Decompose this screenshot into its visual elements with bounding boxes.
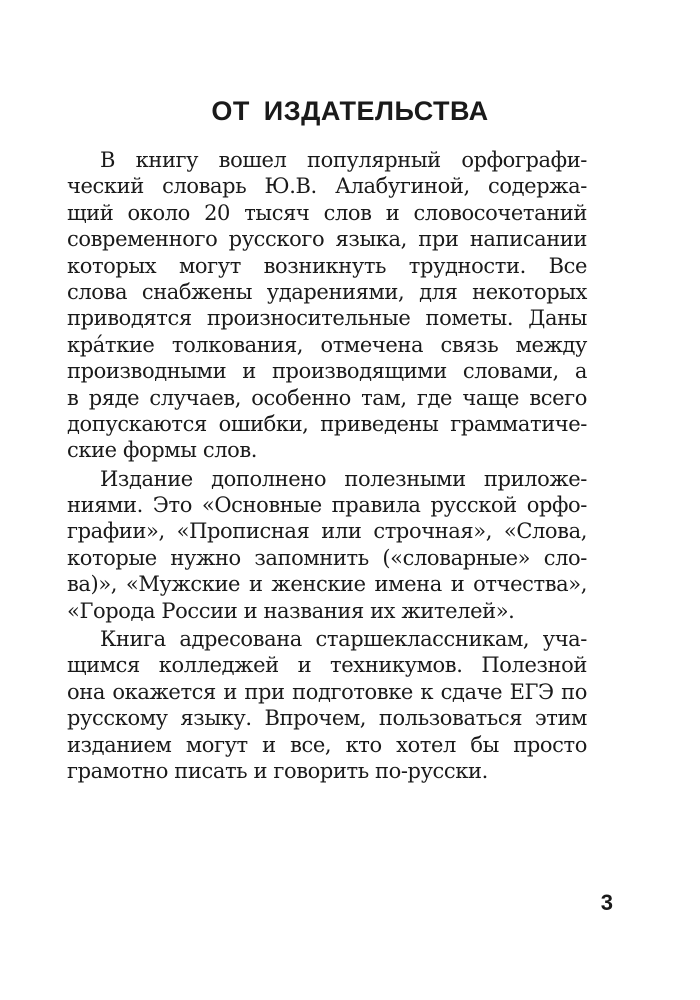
text-line: ские формы слов. xyxy=(67,438,258,463)
text-line: в ряде случаев, особенно там, где чаще всего xyxy=(67,385,587,410)
text-line: которые нужно запомнить («словарные» сло- xyxy=(67,545,587,570)
text-line: современного русского языка, при написании xyxy=(67,227,587,252)
paragraph-3 xyxy=(67,626,587,784)
paragraph-2 xyxy=(67,466,587,624)
text-line: ва)», «Мужские и женские имена и отчества», xyxy=(67,572,587,597)
text-line: кра́ткие толкования, отмечена связь между xyxy=(67,332,587,357)
text-line: Книга адресована старшеклассникам, уча- xyxy=(100,627,587,652)
text-line: она окажется и при подготовке к сдаче ЕГЭ по xyxy=(67,679,587,704)
text-line: которых могут возникнуть трудности. Все xyxy=(67,253,587,278)
body-text xyxy=(67,147,587,786)
text-line: Издание дополнено полезными приложе- xyxy=(100,466,587,491)
text-line: производными и производящими словами, а xyxy=(67,359,587,384)
text-line: щимся колледжей и техникумов. Полезной xyxy=(67,653,587,678)
text-line: изданием могут и все, кто хотел бы просто xyxy=(67,732,587,757)
text-line: грамотно писать и говорить по-русски. xyxy=(67,758,488,783)
text-line: графии», «Прописная или строчная», «Слова, xyxy=(67,519,587,544)
text-line: В книгу вошел популярный орфографи- xyxy=(100,148,587,172)
text-line: слова снабжены ударениями, для некоторых xyxy=(67,279,587,304)
text-line: ческий словарь Ю.В. Алабугиной, содержа- xyxy=(67,174,587,199)
text-line: русскому языку. Впрочем, пользоваться этим xyxy=(67,706,587,731)
page-title: ОТ ИЗДАТЕЛЬСТВА xyxy=(211,96,489,126)
text-line: ниями. Это «Основные правила русской орфо- xyxy=(67,493,587,518)
text-line: «Города России и названия их жителей». xyxy=(67,598,515,623)
paragraph-1 xyxy=(67,147,587,464)
text-line: допускаются ошибки, приведены грамматиче- xyxy=(67,411,587,436)
page-number: 3 xyxy=(600,890,613,915)
text-line: приводятся произносительные пометы. Даны xyxy=(67,306,587,331)
text-line: щий около 20 тысяч слов и словосочетаний xyxy=(67,200,587,225)
